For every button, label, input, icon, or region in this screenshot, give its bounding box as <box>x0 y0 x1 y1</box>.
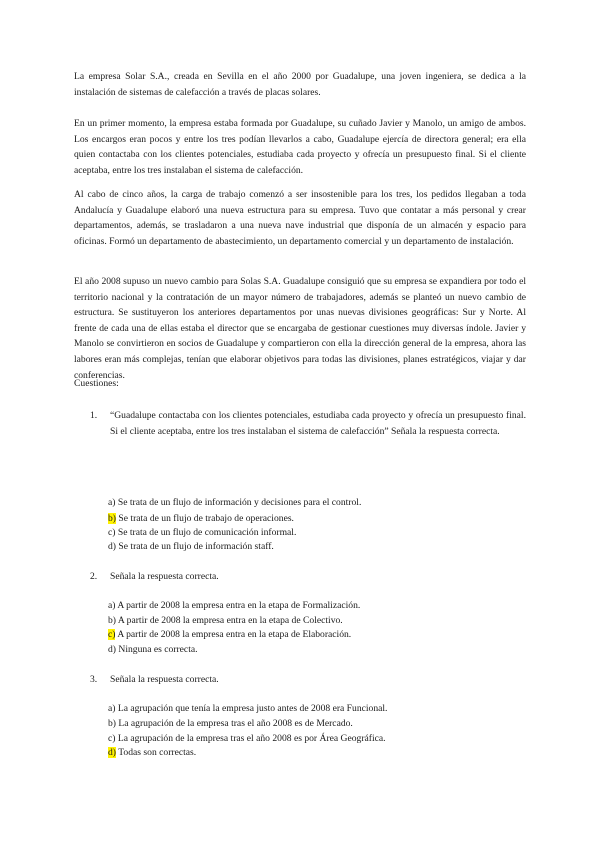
option-letter: a) <box>108 497 116 508</box>
option-letter: a) <box>108 600 116 611</box>
option-letter: c) <box>108 733 116 744</box>
option-text: Ninguna es correcta. <box>118 644 198 655</box>
questions-label: Cuestiones: <box>74 378 119 389</box>
option-text: A partir de 2008 la empresa entra en la etapa de Formalización. <box>117 600 361 611</box>
option-text: La agrupación que tenía la empresa justo antes de 2008 era Funcional. <box>117 703 388 714</box>
paragraph-intro: La empresa Solar S.A., creada en Sevilla en el año 2000 por Guadalupe, una joven ingeniera, se dedica a la instalación de sistemas de calefacción a través de placas solares. <box>74 71 526 98</box>
option-text: La agrupación de la empresa tras el año 2008 es de Mercado. <box>118 718 353 729</box>
option-d <box>108 642 198 658</box>
option-text: Se trata de un flujo de información y decisiones para el control. <box>117 497 362 508</box>
question-text: Señala la respuesta correcta. <box>110 674 219 685</box>
option-text: A partir de 2008 la empresa entra en la etapa de Elaboración. <box>117 629 352 640</box>
question-text: Señala la respuesta correcta. <box>110 571 219 582</box>
option-letter: a) <box>108 703 116 714</box>
paragraph-five-years: Al cabo de cinco años, la carga de trabajo comenzó a ser insostenible para los tres, los pedidos llegaban a toda Andalucía y Guadalupe elaboró una nueva estructura para su empresa. Tuvo que contatar a más personal y crear departamentos, además, se trasladaron a una nueva nave industrial que disponía de un almacén y espacio para oficinas. Formó un departamento de abastecimiento, un departamento comercial y un departamento de instalación. <box>74 189 526 247</box>
option-letter-highlighted: d) <box>108 747 116 758</box>
option-text: La agrupación de la empresa tras el año 2008 es por Área Geográfica. <box>117 733 386 744</box>
option-c <box>108 627 351 643</box>
option-text: Se trata de un flujo de información staff. <box>118 541 274 552</box>
question-number: 1. <box>90 410 98 421</box>
option-letter: b) <box>108 615 116 626</box>
option-b <box>108 716 353 732</box>
option-letter: b) <box>108 718 116 729</box>
option-a <box>108 598 360 614</box>
option-letter: c) <box>108 527 116 538</box>
option-letter: d) <box>108 644 116 655</box>
option-text: A partir de 2008 la empresa entra en la etapa de Colectivo. <box>117 615 343 626</box>
option-letter-highlighted: c) <box>108 629 116 640</box>
option-d <box>108 745 196 761</box>
option-text: Todas son correctas. <box>118 747 197 758</box>
paragraph-2008: El año 2008 supuso un nuevo cambio para Solas S.A. Guadalupe consiguió que su empresa se expandiera por todo el territorio nacional y la contratación de un mayor número de trabajadores, además se planteó un nuevo cambio de estructura. Se sustituyeron los anteriores departamentos por unas nuevas divisiones geográficas: Sur y Norte. Al frente de cada una de ellas estaba el director que se encargaba de gestionar cuestiones muy diversas índole. Javier y Manolo se convirtieron en socios de Guadalupe y compartieron con ella la dirección general de la empresa, ahora las labores eran más complejas, tenían que elaborar objetivos para todas las divisiones, planes estratégicos, viajar y dar conferencias. <box>74 276 526 381</box>
option-text: Se trata de un flujo de trabajo de operaciones. <box>118 513 294 524</box>
question-text: “Guadalupe contactaba con los clientes potenciales, estudiaba cada proyecto y ofrecía un presupuesto final. Si el cliente aceptaba, entre los tres instalaban el sistema de calefacción” Señala la respuesta correcta. <box>110 410 526 437</box>
option-a <box>108 495 361 511</box>
option-a <box>108 701 387 717</box>
question-number: 2. <box>90 571 98 582</box>
option-letter: d) <box>108 541 116 552</box>
option-letter-highlighted: b) <box>108 513 116 524</box>
option-d <box>108 539 274 555</box>
paragraph-first-moment: En un primer momento, la empresa estaba formada por Guadalupe, su cuñado Javier y Manolo, un amigo de ambos. Los encargos eran pocos y entre los tres podían llevarlos a cabo, Guadalupe ejercía de directora general; era ella quien contactaba con los clientes potenciales, estudiaba cada proyecto y ofrecía un presupuesto final. Si el cliente aceptaba, entre los tres instalaban el sistema de calefacción. <box>74 118 526 176</box>
question-number: 3. <box>90 674 98 685</box>
option-text: Se trata de un flujo de comunicación informal. <box>117 527 297 538</box>
